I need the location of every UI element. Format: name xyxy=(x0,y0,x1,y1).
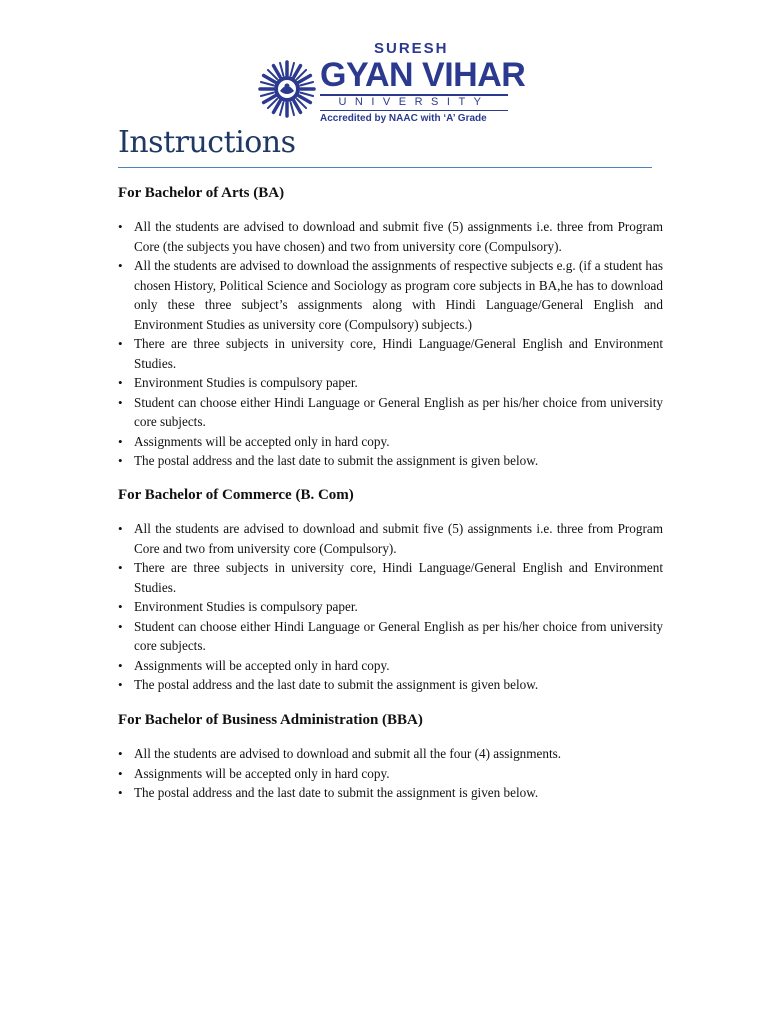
list-item: • Environment Studies is compulsory paper. xyxy=(118,597,663,617)
list-item: • Assignments will be accepted only in hard copy. xyxy=(118,432,663,452)
instruction-list xyxy=(118,519,663,695)
list-item: • All the students are advised to download and submit all the four (4) assignments. xyxy=(118,744,663,764)
instruction-list xyxy=(118,217,663,471)
section-ba xyxy=(118,183,663,471)
instruction-list xyxy=(118,744,663,803)
list-item: • Assignments will be accepted only in hard copy. xyxy=(118,764,663,784)
list-item: • There are three subjects in university core, Hindi Language/General English and Environment Studies. xyxy=(118,334,663,373)
university-logo xyxy=(258,38,526,128)
logo-subtitle: UNIVERSITY xyxy=(338,96,490,108)
page-title: Instructions xyxy=(118,125,296,160)
section-bba xyxy=(118,710,663,803)
title-underline xyxy=(118,167,652,168)
list-item: • Student can choose either Hindi Language or General English as per his/her choice from university core subjects. xyxy=(118,617,663,656)
list-item: • Assignments will be accepted only in hard copy. xyxy=(118,656,663,676)
list-item: • Student can choose either Hindi Language or General English as per his/her choice from university core subjects. xyxy=(118,393,663,432)
list-item: • The postal address and the last date to submit the assignment is given below. xyxy=(118,675,663,695)
list-item: • All the students are advised to download and submit five (5) assignments i.e. three from Program Core (the subjects you have chosen) and two from university core (Compulsory). xyxy=(118,217,663,256)
logo-divider-bottom xyxy=(320,110,508,111)
list-item: • There are three subjects in university core, Hindi Language/General English and Environment Studies. xyxy=(118,558,663,597)
section-bcom xyxy=(118,485,663,695)
list-item: • The postal address and the last date to submit the assignment is given below. xyxy=(118,783,663,803)
list-item: • The postal address and the last date to submit the assignment is given below. xyxy=(118,451,663,471)
list-item: • All the students are advised to download and submit five (5) assignments i.e. three from Program Core and two from university core (Compulsory). xyxy=(118,519,663,558)
list-item: • Environment Studies is compulsory paper. xyxy=(118,373,663,393)
logo-top-text: SURESH xyxy=(374,40,449,57)
section-heading: For Bachelor of Arts (BA) xyxy=(118,185,285,201)
logo-main-text: GYAN VIHAR xyxy=(320,56,526,94)
section-heading: For Bachelor of Commerce (B. Com) xyxy=(118,487,354,503)
section-heading: For Bachelor of Business Administration (BBA) xyxy=(118,712,423,728)
university-emblem-icon xyxy=(258,60,316,118)
list-item: • All the students are advised to download the assignments of respective subjects e.g. (if a student has chosen History, Political Science and Sociology as program core subjects in BA,he has to download only these three subject’s assignments along with Hindi Language/General English and Environment Studies as university core (Compulsory) subjects.) xyxy=(118,256,663,334)
logo-accreditation: Accredited by NAAC with ‘A’ Grade xyxy=(320,113,487,124)
